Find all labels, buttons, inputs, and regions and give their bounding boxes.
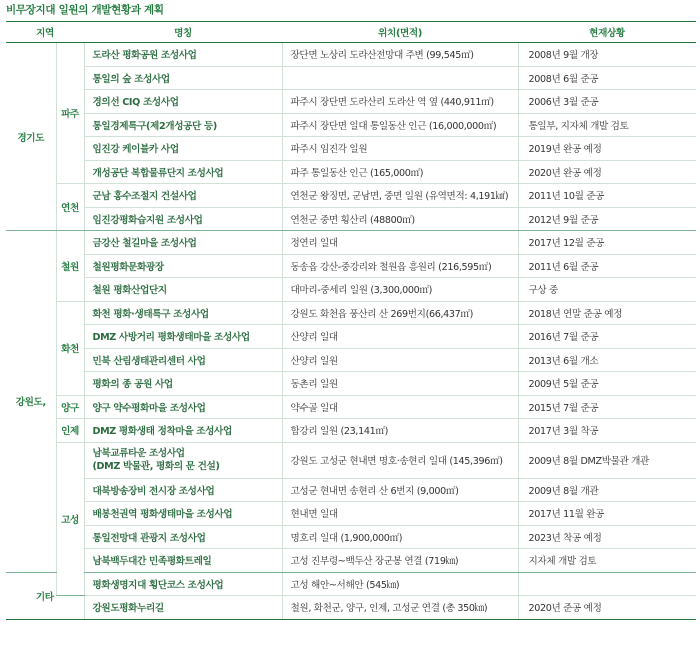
project-location: 연천군 왕징면, 군남면, 중면 일원 (유역면적: 4,191㎢) bbox=[282, 184, 518, 208]
project-status: 2009년 8월 DMZ박물관 개관 bbox=[518, 442, 696, 478]
project-status: 2019년 완공 예정 bbox=[518, 137, 696, 161]
table-row bbox=[6, 419, 696, 443]
table-row bbox=[6, 113, 696, 137]
region-gangwon: 강원도, bbox=[6, 231, 56, 573]
table-row bbox=[6, 478, 696, 502]
project-status bbox=[518, 572, 696, 596]
project-name: 민북 산림생태관리센터 사업 bbox=[84, 348, 282, 372]
project-status: 2009년 5월 준공 bbox=[518, 372, 696, 396]
header-status: 현재상황 bbox=[518, 22, 696, 43]
project-status: 2008년 6월 준공 bbox=[518, 66, 696, 90]
project-location: 산양리 일대 bbox=[282, 325, 518, 349]
project-name bbox=[84, 442, 282, 478]
table-row bbox=[6, 278, 696, 302]
table-row bbox=[6, 572, 696, 596]
table-row bbox=[6, 66, 696, 90]
project-name: 화천 평화·생태특구 조성사업 bbox=[84, 301, 282, 325]
project-name: 철원 평화산업단지 bbox=[84, 278, 282, 302]
project-location: 고성 진부령~백두산 장군봉 연결 (719㎞) bbox=[282, 549, 518, 573]
project-status: 지자체 개발 검토 bbox=[518, 549, 696, 573]
project-location: 장단면 노상리 도라산전망대 주변 (99,545㎡) bbox=[282, 43, 518, 67]
project-name: 배봉천권역 평화생태마을 조성사업 bbox=[84, 502, 282, 526]
table-row bbox=[6, 160, 696, 184]
project-name: 군남 홍수조절지 건설사업 bbox=[84, 184, 282, 208]
development-table bbox=[6, 21, 696, 620]
subregion-yeoncheon: 연천 bbox=[56, 184, 84, 231]
table-row bbox=[6, 301, 696, 325]
project-status: 2017년 3월 착공 bbox=[518, 419, 696, 443]
header-location: 위치(면적) bbox=[282, 22, 518, 43]
subregion-cheorwon: 철원 bbox=[56, 231, 84, 302]
project-location: 파주시 임진각 일원 bbox=[282, 137, 518, 161]
project-name: 경의선 CIQ 조성사업 bbox=[84, 90, 282, 114]
table-caption: 비무장지대 일원의 개발현황과 계획 bbox=[6, 4, 164, 16]
table-row bbox=[6, 348, 696, 372]
header-name: 명칭 bbox=[84, 22, 282, 43]
project-status: 2023년 착공 예정 bbox=[518, 525, 696, 549]
project-status: 2013년 6월 개소 bbox=[518, 348, 696, 372]
project-location: 합강리 일원 (23,141㎡) bbox=[282, 419, 518, 443]
project-name-line: 남북교류타운 조성사업 bbox=[92, 448, 185, 459]
project-location: 명호리 일대 (1,900,000㎡) bbox=[282, 525, 518, 549]
project-name: 평화생명지대 횡단코스 조성사업 bbox=[84, 572, 282, 596]
project-location: 현내면 일대 bbox=[282, 502, 518, 526]
table-row bbox=[6, 372, 696, 396]
region-other: 기타 bbox=[6, 572, 84, 619]
table-row bbox=[6, 549, 696, 573]
project-name: 통일의 숲 조성사업 bbox=[84, 66, 282, 90]
project-name: 통일전망대 관광지 조성사업 bbox=[84, 525, 282, 549]
project-name: DMZ 평화생태 정착마을 조성사업 bbox=[84, 419, 282, 443]
table-row bbox=[6, 502, 696, 526]
project-status: 2006년 3월 준공 bbox=[518, 90, 696, 114]
project-location: 강원도 화천읍 풍산리 산 269번지(66,437㎡) bbox=[282, 301, 518, 325]
header-row bbox=[6, 22, 696, 43]
project-location: 파주시 장단면 도라산리 도라산 역 옆 (440,911㎡) bbox=[282, 90, 518, 114]
project-name: 양구 약수평화마을 조성사업 bbox=[84, 395, 282, 419]
table-row bbox=[6, 254, 696, 278]
subregion-paju: 파주 bbox=[56, 43, 84, 184]
project-location: 강원도 고성군 현내면 명호·송현리 일대 (145,396㎡) bbox=[282, 442, 518, 478]
project-status: 2016년 7월 준공 bbox=[518, 325, 696, 349]
project-location: 산양리 일원 bbox=[282, 348, 518, 372]
project-name: 임진강평화습지원 조성사업 bbox=[84, 207, 282, 231]
project-location: 고성군 현내면 송현리 산 6번지 (9,000㎡) bbox=[282, 478, 518, 502]
project-name: 남북백두대간 민족평화트레일 bbox=[84, 549, 282, 573]
subregion-goseong: 고성 bbox=[56, 442, 84, 596]
project-location bbox=[282, 66, 518, 90]
table-row bbox=[6, 137, 696, 161]
project-location: 정연리 일대 bbox=[282, 231, 518, 255]
table-row bbox=[6, 395, 696, 419]
project-status: 2020년 완공 예정 bbox=[518, 160, 696, 184]
project-name: 대북방송장비 전시장 조성사업 bbox=[84, 478, 282, 502]
project-location: 철원, 화천군, 양구, 인제, 고성군 연결 (총 350㎞) bbox=[282, 596, 518, 620]
project-location: 동송읍 강산-중강리와 철원읍 흥원리 (216,595㎡) bbox=[282, 254, 518, 278]
project-location: 대마리-중세리 일원 (3,300,000㎡) bbox=[282, 278, 518, 302]
subregion-yanggu: 양구 bbox=[56, 395, 84, 419]
project-name: 도라산 평화공원 조성사업 bbox=[84, 43, 282, 67]
project-name: 평화의 종 공원 사업 bbox=[84, 372, 282, 396]
project-location: 동촌리 일원 bbox=[282, 372, 518, 396]
project-name: 임진강 케이블카 사업 bbox=[84, 137, 282, 161]
table-row bbox=[6, 525, 696, 549]
project-status: 2015년 7월 준공 bbox=[518, 395, 696, 419]
table-row bbox=[6, 325, 696, 349]
project-status: 구상 중 bbox=[518, 278, 696, 302]
header-region: 지역 bbox=[6, 22, 84, 43]
project-location: 고성 해안~서해안 (545㎞) bbox=[282, 572, 518, 596]
project-status: 2020년 준공 예정 bbox=[518, 596, 696, 620]
project-status: 2009년 8월 개관 bbox=[518, 478, 696, 502]
project-status: 통일부, 지자체 개발 검토 bbox=[518, 113, 696, 137]
project-name-line: (DMZ 박물관, 평화의 문 건설) bbox=[92, 461, 220, 472]
project-name: 통일경제특구(제2개성공단 등) bbox=[84, 113, 282, 137]
project-status: 2011년 6월 준공 bbox=[518, 254, 696, 278]
table-row bbox=[6, 207, 696, 231]
project-name: 금강산 철길마을 조성사업 bbox=[84, 231, 282, 255]
project-name: 강원도평화누리길 bbox=[84, 596, 282, 620]
table-row bbox=[6, 231, 696, 255]
project-location: 약수골 일대 bbox=[282, 395, 518, 419]
project-status: 2011년 10월 준공 bbox=[518, 184, 696, 208]
project-status: 2017년 11월 완공 bbox=[518, 502, 696, 526]
project-status: 2018년 연말 준공 예정 bbox=[518, 301, 696, 325]
table-row bbox=[6, 442, 696, 478]
project-status: 2008년 9월 개장 bbox=[518, 43, 696, 67]
table-row bbox=[6, 184, 696, 208]
project-status: 2017년 12월 준공 bbox=[518, 231, 696, 255]
project-name: DMZ 사방거리 평화생태마을 조성사업 bbox=[84, 325, 282, 349]
project-location: 연천군 중면 횡산리 (48800㎡) bbox=[282, 207, 518, 231]
subregion-hwacheon: 화천 bbox=[56, 301, 84, 395]
subregion-inje: 인제 bbox=[56, 419, 84, 443]
project-name: 개성공단 복합물류단지 조성사업 bbox=[84, 160, 282, 184]
region-gyeonggi: 경기도 bbox=[6, 43, 56, 231]
project-location: 파주시 장단면 일대 통일동산 인근 (16,000,000㎡) bbox=[282, 113, 518, 137]
project-status: 2012년 9월 준공 bbox=[518, 207, 696, 231]
table-row bbox=[6, 90, 696, 114]
project-name: 철원평화문화광장 bbox=[84, 254, 282, 278]
project-location: 파주 통일동산 인근 (165,000㎡) bbox=[282, 160, 518, 184]
table-row bbox=[6, 596, 696, 620]
table-row bbox=[6, 43, 696, 67]
